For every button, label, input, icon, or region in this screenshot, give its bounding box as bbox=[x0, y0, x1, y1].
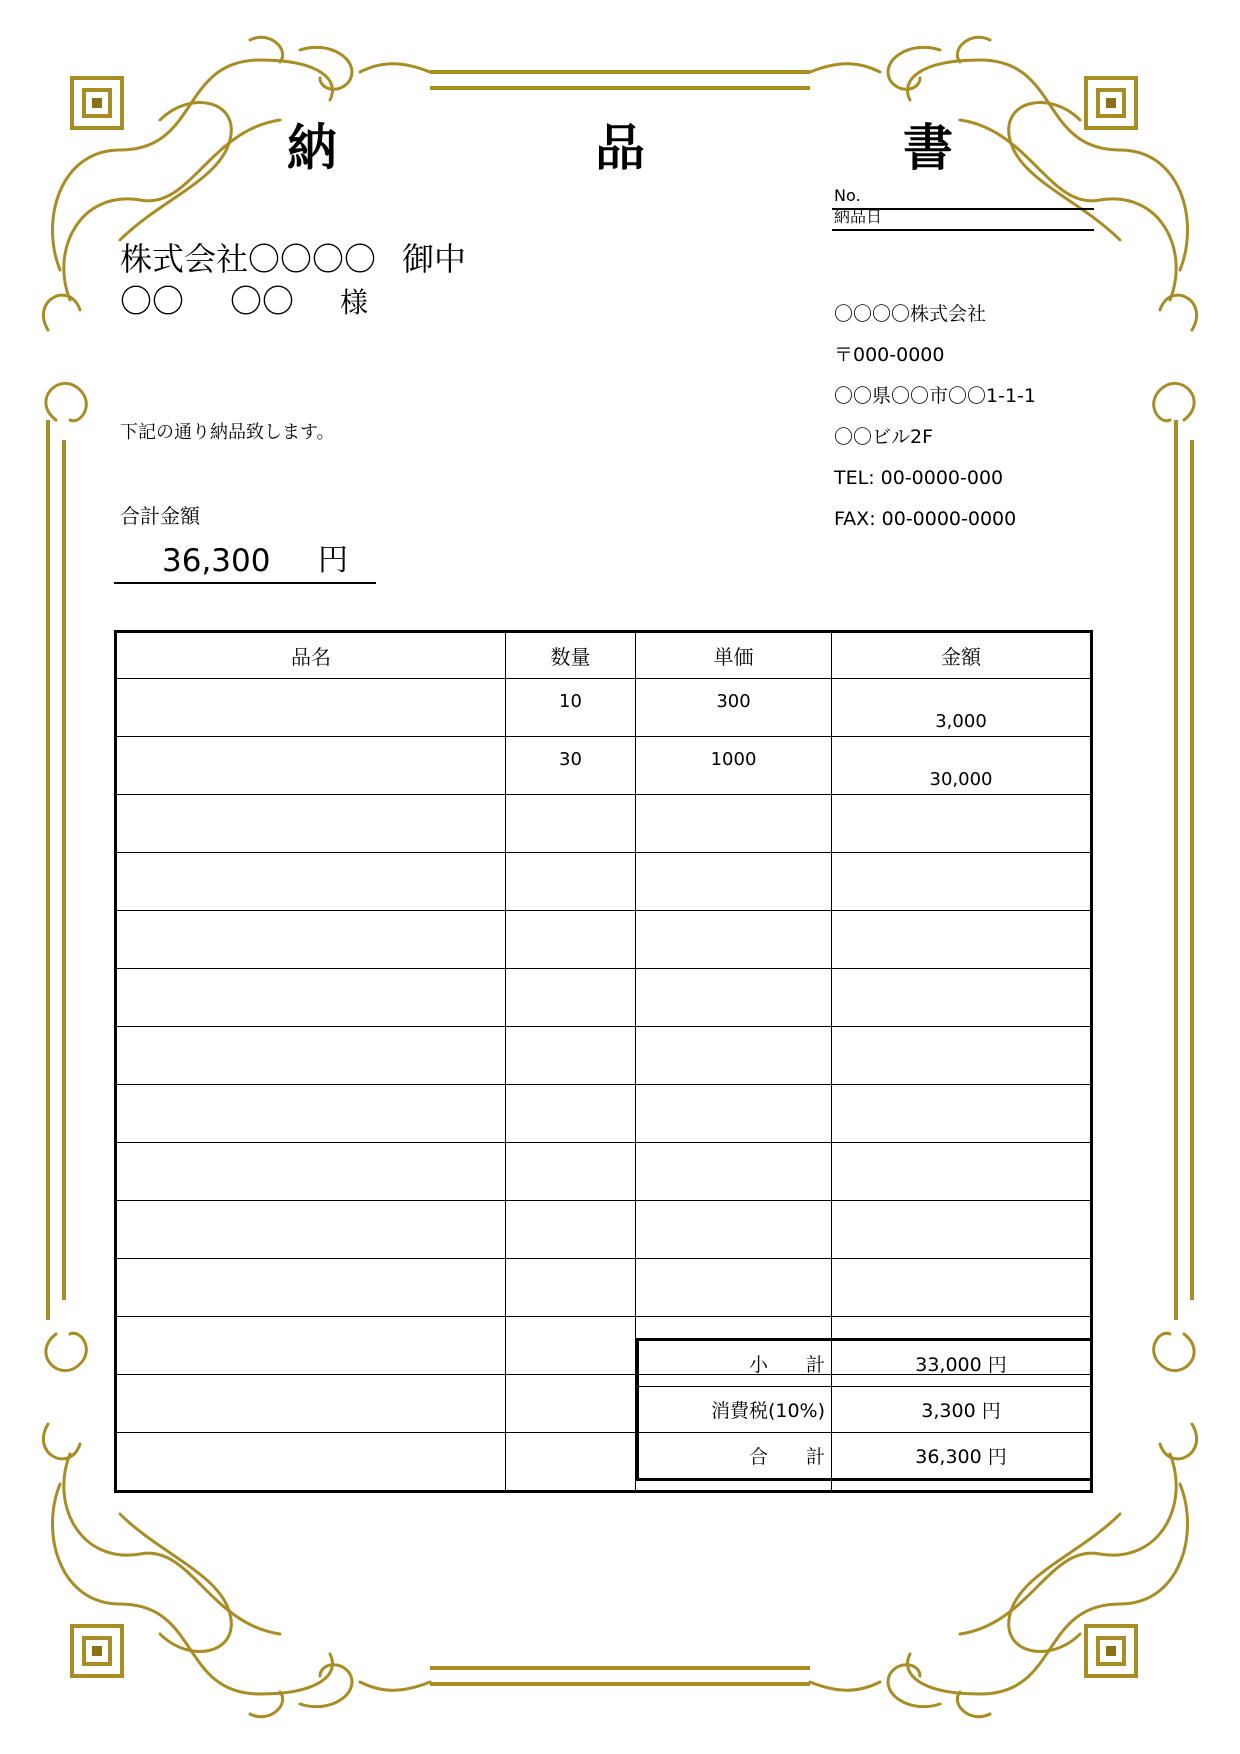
item-name-cell bbox=[116, 737, 506, 795]
quantity-cell bbox=[506, 1317, 636, 1375]
total-amount-value: 36,300 bbox=[162, 543, 271, 579]
quantity-cell bbox=[506, 795, 636, 853]
amount-cell bbox=[832, 795, 1092, 853]
table-row bbox=[116, 1259, 1092, 1317]
unit-price-cell bbox=[636, 1085, 832, 1143]
total-amount-label: 合計金額 bbox=[120, 504, 200, 528]
delivery-date-label: 納品日 bbox=[834, 207, 883, 226]
sender-address: 〇〇県〇〇市〇〇1-1-1 bbox=[834, 385, 1036, 407]
delivery-date-field bbox=[832, 209, 1094, 231]
unit-price-cell: 1000 bbox=[636, 737, 832, 795]
item-name-cell bbox=[116, 1259, 506, 1317]
sender-fax: FAX: 00-0000-0000 bbox=[834, 508, 1017, 530]
table-row bbox=[116, 853, 1092, 911]
item-name-cell bbox=[116, 1027, 506, 1085]
recipient-person-honorific: 様 bbox=[340, 286, 369, 319]
item-name-cell bbox=[116, 911, 506, 969]
unit-price-cell bbox=[636, 1143, 832, 1201]
recipient-honorific: 御中 bbox=[402, 240, 467, 278]
tax-value: 3,300 円 bbox=[832, 1387, 1092, 1433]
amount-cell: 3,000 bbox=[832, 679, 1092, 737]
unit-price-cell: 300 bbox=[636, 679, 832, 737]
amount-cell: 30,000 bbox=[832, 737, 1092, 795]
header-unit-price: 単価 bbox=[636, 632, 832, 679]
item-name-cell bbox=[116, 1375, 506, 1433]
table-row bbox=[116, 1143, 1092, 1201]
document-number-label: No. bbox=[834, 186, 861, 205]
recipient-first-name: 〇〇 bbox=[230, 282, 295, 320]
summary-table bbox=[636, 1338, 1093, 1481]
unit-price-cell bbox=[636, 1201, 832, 1259]
table-row bbox=[116, 679, 1092, 737]
header-amount: 金額 bbox=[832, 632, 1092, 679]
item-name-cell bbox=[116, 1433, 506, 1492]
subtotal-value: 33,000 円 bbox=[832, 1340, 1092, 1387]
sender-tel: TEL: 00-0000-000 bbox=[834, 467, 1004, 489]
total-amount-box bbox=[114, 540, 376, 584]
quantity-cell: 10 bbox=[506, 679, 636, 737]
quantity-cell bbox=[506, 969, 636, 1027]
intro-text: 下記の通り納品致します。 bbox=[120, 422, 335, 443]
header-item-name: 品名 bbox=[116, 632, 506, 679]
subtotal-label: 小 計 bbox=[638, 1340, 832, 1387]
recipient-block bbox=[120, 238, 466, 324]
sender-postal: 〒000-0000 bbox=[834, 344, 945, 366]
amount-cell bbox=[832, 1143, 1092, 1201]
recipient-last-name: 〇〇 bbox=[120, 282, 185, 320]
quantity-cell bbox=[506, 1433, 636, 1492]
table-row bbox=[116, 1201, 1092, 1259]
table-row bbox=[116, 795, 1092, 853]
quantity-cell bbox=[506, 1259, 636, 1317]
table-row bbox=[116, 911, 1092, 969]
item-name-cell bbox=[116, 1317, 506, 1375]
header-quantity: 数量 bbox=[506, 632, 636, 679]
tax-label: 消費税(10%) bbox=[638, 1387, 832, 1433]
items-header-row bbox=[116, 632, 1092, 679]
quantity-cell bbox=[506, 911, 636, 969]
amount-cell bbox=[832, 1085, 1092, 1143]
unit-price-cell bbox=[636, 911, 832, 969]
amount-cell bbox=[832, 1027, 1092, 1085]
summary-row-tax bbox=[638, 1387, 1092, 1433]
unit-price-cell bbox=[636, 1259, 832, 1317]
item-name-cell bbox=[116, 679, 506, 737]
table-row bbox=[116, 737, 1092, 795]
sender-building: 〇〇ビル2F bbox=[834, 426, 934, 448]
recipient-company: 株式会社〇〇〇〇 bbox=[120, 240, 377, 278]
quantity-cell bbox=[506, 1201, 636, 1259]
unit-price-cell bbox=[636, 1027, 832, 1085]
sender-company: 〇〇〇〇株式会社 bbox=[834, 303, 987, 325]
unit-price-cell bbox=[636, 795, 832, 853]
quantity-cell bbox=[506, 1143, 636, 1201]
document-title: 納 品 書 bbox=[287, 119, 1057, 177]
item-name-cell bbox=[116, 1201, 506, 1259]
unit-price-cell bbox=[636, 969, 832, 1027]
item-name-cell bbox=[116, 853, 506, 911]
summary-row-subtotal bbox=[638, 1340, 1092, 1387]
amount-cell bbox=[832, 1259, 1092, 1317]
grand-total-label: 合 計 bbox=[638, 1433, 832, 1480]
amount-cell bbox=[832, 911, 1092, 969]
table-row bbox=[116, 1085, 1092, 1143]
amount-cell bbox=[832, 853, 1092, 911]
quantity-cell: 30 bbox=[506, 737, 636, 795]
item-name-cell bbox=[116, 969, 506, 1027]
sender-block bbox=[834, 294, 1036, 540]
grand-total-value: 36,300 円 bbox=[832, 1433, 1092, 1480]
amount-cell bbox=[832, 1201, 1092, 1259]
quantity-cell bbox=[506, 1085, 636, 1143]
quantity-cell bbox=[506, 1027, 636, 1085]
quantity-cell bbox=[506, 853, 636, 911]
item-name-cell bbox=[116, 795, 506, 853]
quantity-cell bbox=[506, 1375, 636, 1433]
item-name-cell bbox=[116, 1143, 506, 1201]
total-amount-currency: 円 bbox=[318, 543, 348, 578]
amount-cell bbox=[832, 969, 1092, 1027]
item-name-cell bbox=[116, 1085, 506, 1143]
unit-price-cell bbox=[636, 853, 832, 911]
table-row bbox=[116, 969, 1092, 1027]
table-row bbox=[116, 1027, 1092, 1085]
summary-row-total bbox=[638, 1433, 1092, 1480]
